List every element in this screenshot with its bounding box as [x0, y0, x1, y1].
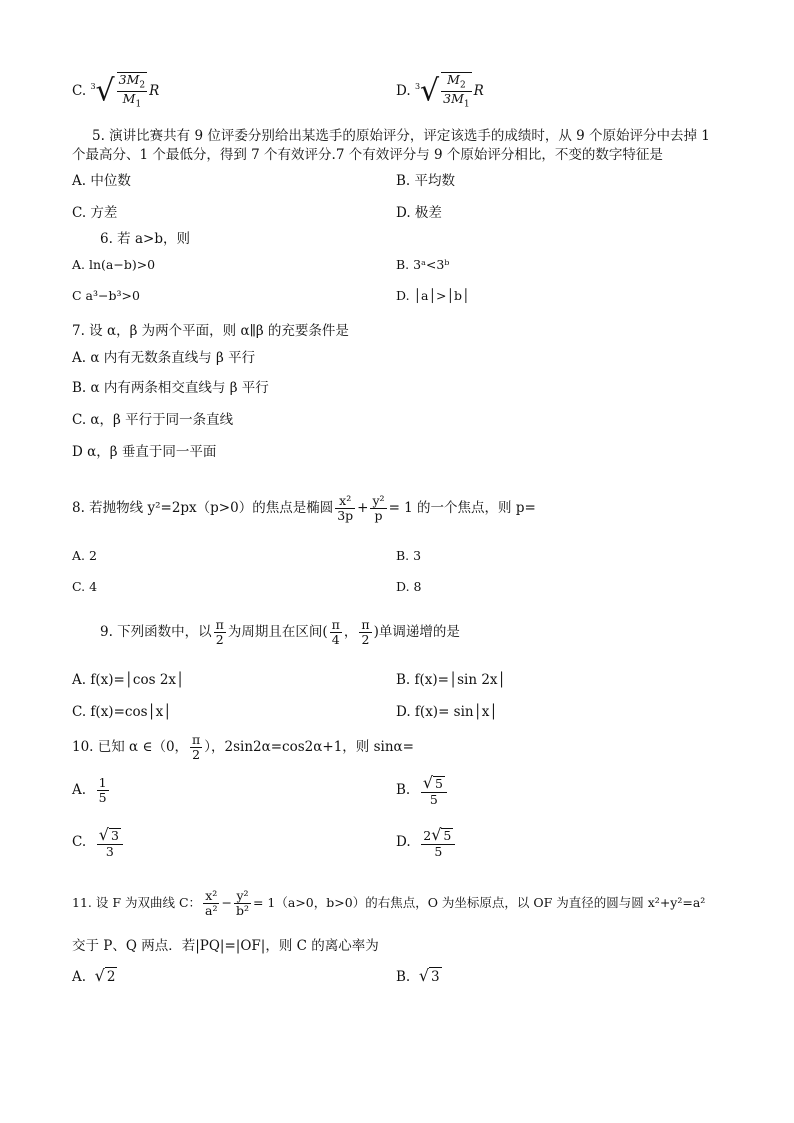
- q7-option-a: A. α 内有无数条直线与 β 平行: [72, 350, 256, 366]
- fraction: $\frac{\pi}{2}$: [192, 732, 201, 762]
- fraction: $\frac{3M_2}{M_1}$: [118, 72, 146, 110]
- fraction: $\frac{\text{y²}}{p}$: [372, 493, 385, 523]
- q11-stem-line2: 交于 P、Q 两点．若|PQ|=|OF|，则 C 的离心率为: [72, 938, 379, 954]
- q4-option-c: C. $^3$√ $\frac{3M_2}{M_1}$ R: [72, 72, 160, 110]
- option-label: D.: [396, 82, 411, 99]
- q10-option-a: A. $\frac{1}{5}$: [72, 775, 107, 805]
- cube-root-index: 3: [90, 81, 96, 91]
- q11-stem-line1: 11. 设 F 为双曲线 C： $\frac{\text{x²}}{\text{a²}}$ − $\frac{\text{y²}}{\text{b²}}$ = 1（a>0，b>0）的右焦点，O 为坐标原点，以 OF 为直径的圆与圆 x²+y²=a²: [72, 888, 706, 918]
- q10-option-b: B. $\frac{√ 5}{5}$: [396, 772, 449, 808]
- q9-option-a: A. f(x)=│cos 2x│: [72, 672, 185, 688]
- cube-root-index: 3: [414, 81, 421, 91]
- q10-option-c: C. $\frac{√ 3}{3}$: [72, 824, 125, 860]
- fraction: $\frac{M_2}{3M_1}$: [443, 72, 470, 110]
- q8-option-d: D. 8: [396, 579, 422, 594]
- q5-option-b: B. 平均数: [396, 173, 456, 189]
- q4-option-d: D. $^3$√ $\frac{M_2}{3M_1}$ R: [396, 72, 484, 110]
- q8-option-a: A. 2: [72, 548, 97, 563]
- q9-option-c: C. f(x)=cos│x│: [72, 704, 172, 720]
- fraction: $\frac{\pi}{2}$: [215, 617, 224, 647]
- fraction: $\frac{√ 3}{3}$: [97, 826, 123, 858]
- q6-stem: 6. 若 a>b，则: [100, 231, 190, 247]
- sqrt-sign: √: [98, 825, 109, 845]
- q9-stem: 9. 下列函数中，以 $\frac{\pi}{2}$ 为周期且在区间( $\frac{\pi}{4}$ ， $\frac{\pi}{2}$ )单调递增的是: [100, 617, 460, 647]
- sqrt-sign: √: [418, 966, 430, 985]
- q5-stem-line2: 个最高分、1 个最低分，得到 7 个有效评分.7 个有效评分与 9 个原始评分相比，不变的数字特征是: [72, 147, 663, 163]
- q7-stem: 7. 设 α，β 为两个平面，则 α∥β 的充要条件是: [72, 323, 349, 339]
- fraction: $\frac{\pi}{2}$: [361, 617, 370, 647]
- q10-option-d: D. $\frac{2√ 5}{5}$: [396, 824, 457, 860]
- fraction: $\frac{\text{y²}}{\text{b²}}$: [235, 888, 249, 918]
- q6-option-d: D. │a│>│b│: [396, 288, 470, 303]
- q9-option-d: D. f(x)= sin│x│: [396, 704, 498, 720]
- q11-option-b: B. √ 3: [396, 966, 440, 985]
- q8-option-b: B. 3: [396, 548, 422, 563]
- sqrt-sign: √: [422, 773, 434, 793]
- q5-option-c: C. 方差: [72, 205, 118, 221]
- fraction: $\frac{√ 5}{5}$: [421, 774, 447, 806]
- radical-sign: √: [420, 73, 440, 109]
- q5-option-a: A. 中位数: [72, 173, 131, 189]
- q6-option-b: B. 3ᵃ<3ᵇ: [396, 257, 450, 272]
- q7-option-c: C. α，β 平行于同一条直线: [72, 412, 234, 428]
- radical-sign: √: [95, 73, 115, 109]
- q5-option-d: D. 极差: [396, 205, 442, 221]
- q8-option-c: C. 4: [72, 579, 98, 594]
- fraction: $\frac{1}{5}$: [98, 775, 107, 805]
- fraction: $\frac{\pi}{4}$: [331, 617, 340, 647]
- q11-option-a: A. √ 2: [72, 966, 116, 985]
- fraction: $\frac{2√ 5}{5}$: [421, 826, 455, 858]
- sqrt-sign: √: [431, 825, 442, 845]
- q6-option-a: A. ln(a−b)>0: [72, 257, 156, 272]
- fraction: $\frac{\text{x²}}{3p}$: [337, 493, 354, 523]
- fraction: $\frac{\text{x²}}{\text{a²}}$: [205, 888, 218, 918]
- q10-stem: 10. 已知 α ∈（0， $\frac{\pi}{2}$ ），2sin2α=cos2α+1，则 sinα=: [72, 732, 414, 762]
- sqrt-sign: √: [94, 966, 105, 985]
- q8-stem: 8. 若抛物线 y²=2px（p>0）的焦点是椭圆 $\frac{\text{x²}}{3p}$ + $\frac{\text{y²}}{p}$ = 1 的一个焦点，则 p=: [72, 493, 536, 523]
- q7-option-b: B. α 内有两条相交直线与 β 平行: [72, 380, 269, 396]
- option-label: C.: [72, 82, 87, 99]
- q9-option-b: B. f(x)=│sin 2x│: [396, 672, 506, 688]
- q6-option-c: C a³−b³>0: [72, 288, 140, 303]
- q5-stem-line1: 5. 演讲比赛共有 9 位评委分别给出某选手的原始评分，评定该选手的成绩时，从 9 个原始评分中去掉 1: [92, 128, 710, 144]
- q7-option-d: D α，β 垂直于同一平面: [72, 444, 217, 460]
